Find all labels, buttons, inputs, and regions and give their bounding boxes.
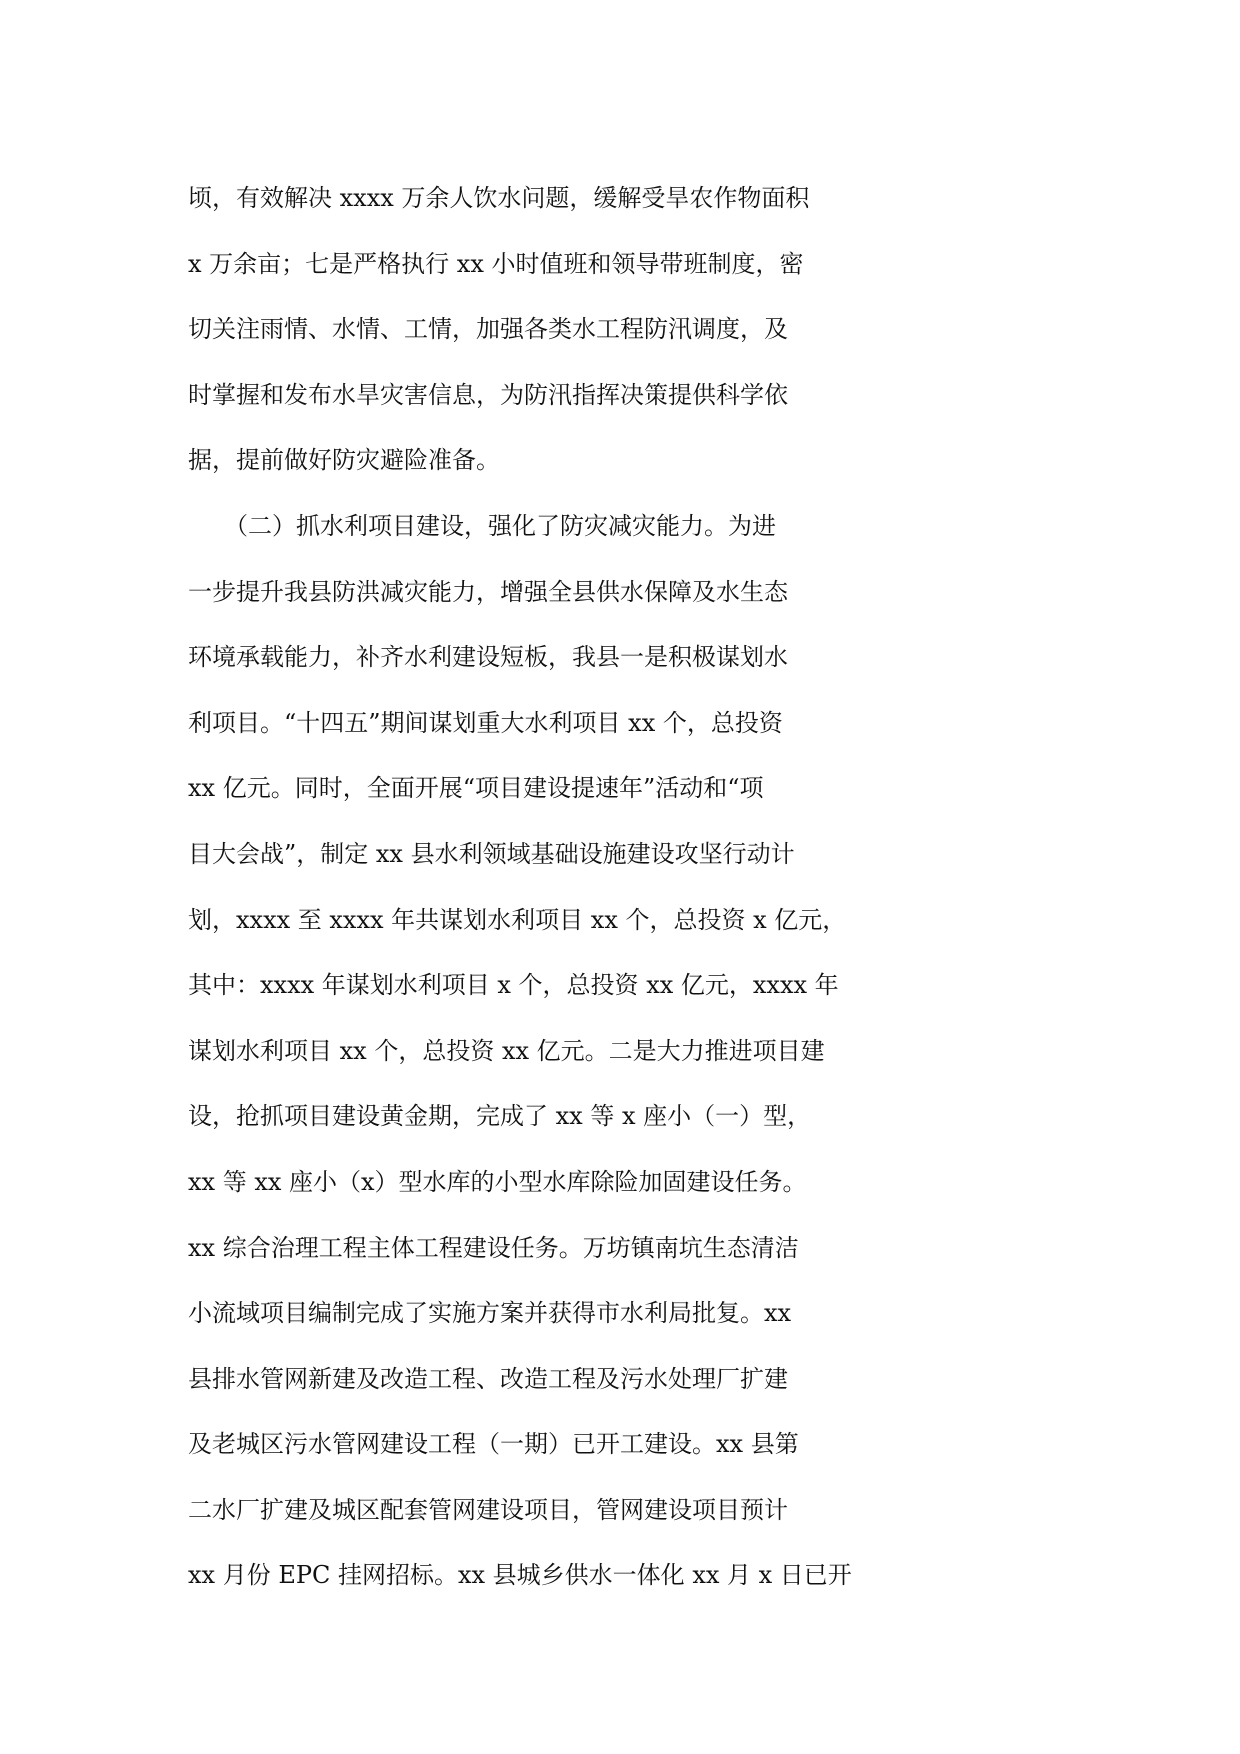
text-line: 环境承载能力，补齐水利建设短板，我县一是积极谋划水 — [188, 643, 788, 672]
text-line: 一步提升我县防洪减灾能力，增强全县供水保障及水生态 — [188, 577, 788, 606]
body-text — [188, 166, 1088, 1609]
text-line: 小流域项目编制完成了实施方案并获得市水利局批复。xx — [188, 1299, 792, 1328]
text-line: 其中：xxxx 年谋划水利项目 x 个，总投资 xx 亿元，xxxx 年 — [188, 971, 839, 1000]
text-line: xx 月份 EPC 挂网招标。xx 县城乡供水一体化 xx 月 x 日已开 — [188, 1561, 852, 1590]
text-line: 谋划水利项目 xx 个，总投资 xx 亿元。二是大力推进项目建 — [188, 1036, 825, 1065]
text-line: xx 亿元。同时，全面开展“项目建设提速年”活动和“项 — [188, 774, 764, 803]
text-line: x 万余亩；七是严格执行 xx 小时值班和领导带班制度，密 — [188, 249, 804, 278]
text-line: 利项目。“十四五”期间谋划重大水利项目 xx 个，总投资 — [188, 708, 783, 737]
text-line: 县排水管网新建及改造工程、改造工程及污水处理厂扩建 — [188, 1364, 788, 1393]
text-line: 设，抢抓项目建设黄金期，完成了 xx 等 x 座小（一）型， — [188, 1102, 812, 1131]
text-line: 二水厂扩建及城区配套管网建设项目，管网建设项目预计 — [188, 1495, 788, 1524]
text-line: xx 综合治理工程主体工程建设任务。万坊镇南坑生态清洁 — [188, 1233, 799, 1262]
section-heading-line: （二）抓水利项目建设，强化了防灾减灾能力。为进 — [188, 511, 776, 540]
text-line: 据，提前做好防灾避险准备。 — [188, 446, 500, 475]
text-line: 目大会战”，制定 xx 县水利领域基础设施建设攻坚行动计 — [188, 839, 795, 868]
text-line: xx 等 xx 座小（x）型水库的小型水库除险加固建设任务。 — [188, 1167, 807, 1196]
text-line: 及老城区污水管网建设工程（一期）已开工建设。xx 县第 — [188, 1430, 799, 1459]
text-line: 划，xxxx 至 xxxx 年共谋划水利项目 xx 个，总投资 x 亿元， — [188, 905, 847, 934]
text-line: 时掌握和发布水旱灾害信息，为防汛指挥决策提供科学依 — [188, 380, 788, 409]
text-line: 顷，有效解决 xxxx 万余人饮水问题，缓解受旱农作物面积 — [188, 184, 810, 212]
text-line: 切关注雨情、水情、工情，加强各类水工程防汛调度，及 — [188, 315, 788, 344]
